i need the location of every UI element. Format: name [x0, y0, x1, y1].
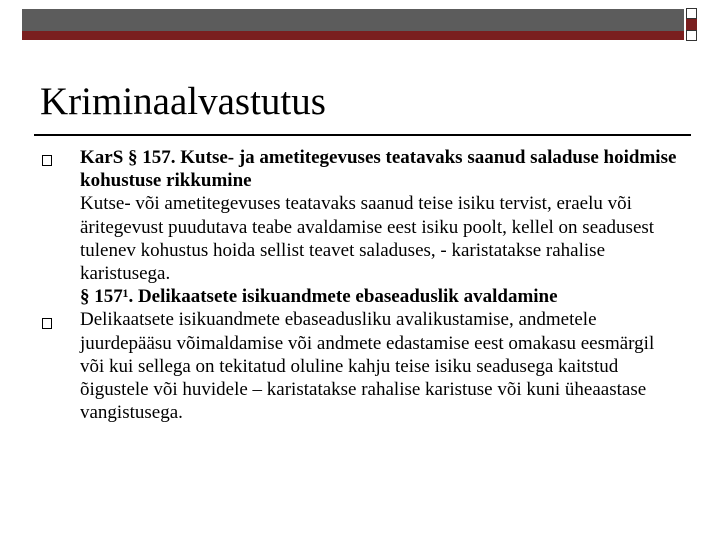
item-heading-kars-157-1: § 157¹. Delikaatsete isikuandmete ebaseaduslik avaldamine [80, 286, 558, 308]
corner-square-outline-lower [686, 30, 697, 41]
item-text-kars-157-1: Delikaatsete isikuandmete ebaseadusliku avalikustamise, andmetele juurdepääsu võimaldamise või andmete edastamise eest omakasu eesmärgil või kui sellega on tekitatud oluline kahju teise isiku seadusega kaitstud õigustele või huvidele – karistatakse rahalise karistuse või kuni üheaastase vangistusega. [80, 309, 655, 424]
corner-square-outline [686, 8, 697, 19]
header-band [22, 9, 684, 31]
item-heading-kars-157: KarS § 157. Kutse- ja ametitegevuses teatavaks saanud saladuse hoidmise kohustuse rikkumine [80, 147, 677, 192]
bullet-square-icon [42, 155, 52, 166]
header-accent-band [22, 31, 684, 40]
item-text-kars-157: Kutse- või ametitegevuses teatavaks saanud teise isiku tervist, eraelu või äritegevust puudutava teabe avaldamise eest isiku poolt, kellel on seadusest tulenev kohustus hoida sellist teavet saladuses, - karistatakse rahalise karistusega. [80, 193, 655, 285]
title-divider [34, 134, 691, 136]
slide-body [80, 146, 680, 424]
slide-title: Kriminaalvastutus [40, 80, 326, 123]
bullet-square-icon [42, 318, 52, 329]
corner-square-filled [686, 19, 697, 30]
